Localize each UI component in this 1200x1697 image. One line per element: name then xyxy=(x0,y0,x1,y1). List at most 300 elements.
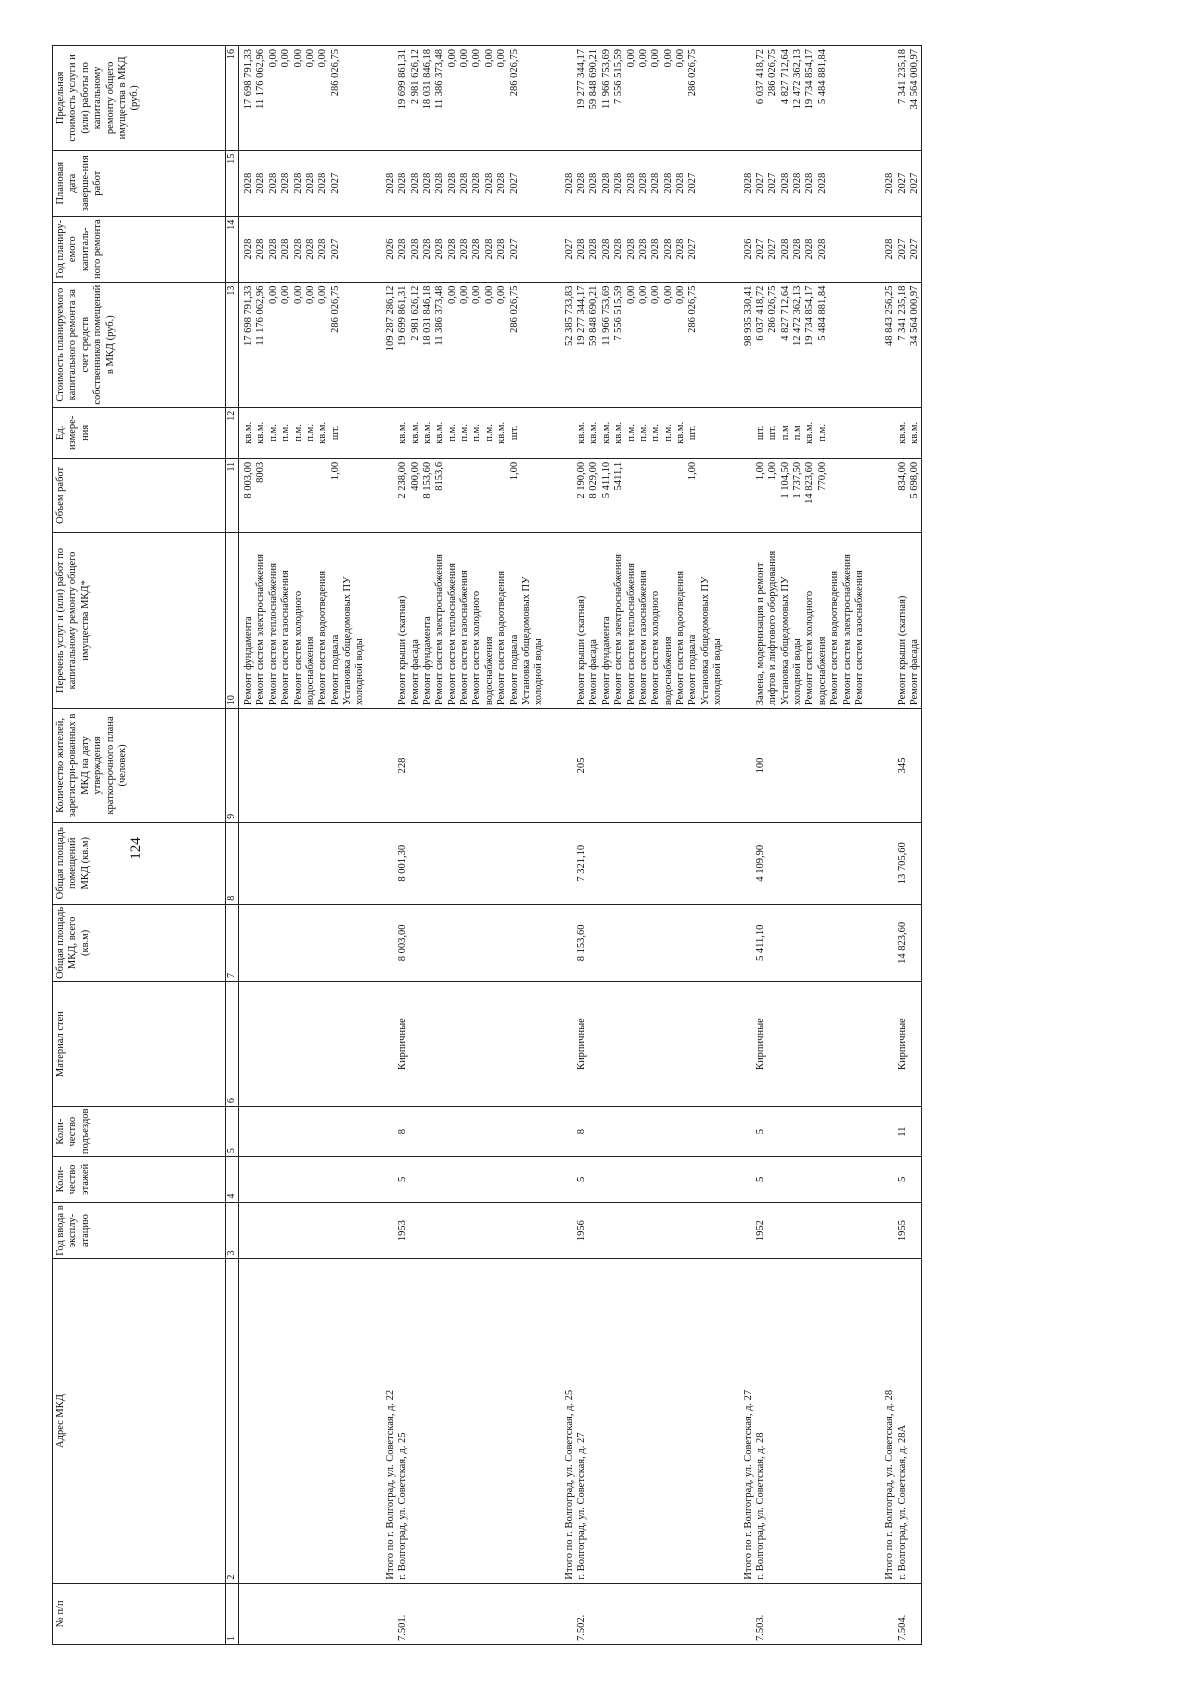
total-row xyxy=(546,46,576,1645)
cell-premises-area xyxy=(447,822,546,904)
cell-line: п.м. xyxy=(625,424,637,442)
cell-line: 2028 xyxy=(625,172,637,194)
cell-line: 2028 xyxy=(675,172,686,194)
cell-floors: 5 xyxy=(897,1157,922,1202)
cell-line: Ремонт систем холодного водоснабжения xyxy=(471,590,495,706)
cell-line xyxy=(638,462,650,529)
cell-year-built xyxy=(239,1202,281,1259)
cell-line: Ремонт систем электроснабжения xyxy=(434,554,446,706)
cell-repair-year: 2028 xyxy=(866,216,896,282)
cell-line: 2027 xyxy=(767,238,779,260)
table-row xyxy=(397,46,447,1645)
column-number: 7 xyxy=(226,904,239,981)
cell-works xyxy=(546,532,576,708)
cell-line: 2028 xyxy=(625,238,637,260)
cell-line: 5 484 881,84 xyxy=(816,285,828,341)
cell-line: Ремонт систем теплоснабжения xyxy=(625,563,637,706)
cell-due-date xyxy=(755,150,866,216)
cell-line: шт. xyxy=(687,425,699,441)
cell-line: 6 037 418,72 xyxy=(754,49,766,105)
cell-cost: 109 287 286,12 xyxy=(367,282,397,407)
cell-line: Ремонт систем теплоснабжения xyxy=(446,563,458,706)
column-number: 1 xyxy=(226,1583,239,1644)
cell-line: 2028 xyxy=(304,172,316,194)
cell-year-built xyxy=(280,1202,367,1259)
cell-line: 2028 xyxy=(496,238,508,260)
cell-line: 4 827 712,64 xyxy=(779,49,791,105)
cell-line: 11 966 753,69 xyxy=(600,285,612,346)
cell-residents xyxy=(367,709,397,823)
cell-line: Ремонт фундамента xyxy=(243,616,254,706)
cell-year-built: 1955 xyxy=(897,1202,922,1259)
cell-line: 2 981 626,12 xyxy=(409,285,421,341)
cell-line: 19 277 344,17 xyxy=(576,285,587,347)
cell-line: 2028 xyxy=(292,172,304,194)
table-row xyxy=(280,46,367,1645)
cell-line: 2027 xyxy=(508,238,520,260)
cell-line xyxy=(280,462,292,529)
cell-walls: Кирпичные xyxy=(897,982,922,1107)
cell-line: Ремонт систем теплоснабжения xyxy=(267,563,279,706)
cell-line: 0,00 xyxy=(446,49,458,68)
cell-volume xyxy=(447,458,546,532)
cell-entrances: 8 xyxy=(576,1107,626,1157)
cell-line: 8153,6 xyxy=(434,461,446,491)
cell-line: 12 472 362,13 xyxy=(792,49,803,110)
column-header-5: Коли-чество подъездов xyxy=(53,1107,226,1157)
cell-line xyxy=(268,462,280,529)
cell-line: Установка общедомовых ПУ холодной воды xyxy=(699,576,724,706)
column-header-16: Предельная стоимость услуги и (или) работы по капитальному ремонту общего имущества в МКД (руб.) xyxy=(53,46,226,151)
cell-line: кв.м. xyxy=(409,421,421,444)
cell-walls xyxy=(626,982,725,1107)
cell-due-date xyxy=(576,150,626,216)
cell-line: Ремонт фасада xyxy=(588,639,600,706)
cell-line: 2027 xyxy=(508,172,520,194)
cell-line: 1 737,50 xyxy=(792,461,803,499)
cell-line: 2028 xyxy=(662,172,674,194)
cell-line: 2028 xyxy=(588,172,600,194)
cell-year-built xyxy=(725,1202,755,1259)
cell-line: кв.м. xyxy=(804,421,816,444)
cell-line xyxy=(471,462,483,529)
cell-line: п.м. xyxy=(662,424,674,442)
cell-line: 2027 xyxy=(687,172,699,194)
cell-limit-cost xyxy=(397,46,447,151)
cell-residents: 228 xyxy=(397,709,447,823)
table-row xyxy=(576,46,626,1645)
cell-line: 5411,1 xyxy=(613,461,625,491)
cell-repair-year xyxy=(576,216,626,282)
cell-due-date xyxy=(239,150,281,216)
cell-line: кв.м. xyxy=(434,421,446,444)
cell-line: 0,00 xyxy=(483,285,495,305)
cell-due-date: 2028 xyxy=(367,150,397,216)
cell-year-built xyxy=(447,1202,546,1259)
column-number: 3 xyxy=(226,1202,239,1259)
cell-line: 2028 xyxy=(280,238,292,260)
cell-line: Ремонт крыши (скатная) xyxy=(397,595,409,706)
cell-line: 2028 xyxy=(409,172,421,194)
cell-line: 17 698 791,33 xyxy=(243,285,254,347)
cell-line: 2028 xyxy=(317,238,329,260)
cell-line: 2028 xyxy=(471,238,483,260)
cell-total-area xyxy=(866,904,896,981)
cell-floors xyxy=(239,1157,281,1202)
cell-line: 11 386 373,48 xyxy=(434,285,446,346)
column-header-2: Адрес МКД xyxy=(53,1259,226,1583)
cell-address xyxy=(280,1259,367,1583)
cell-line: кв.м. xyxy=(600,421,612,444)
cell-residents xyxy=(447,709,546,823)
cell-line: 0,00 xyxy=(304,285,316,305)
cell-line: 770,00 xyxy=(816,461,828,491)
cell-unit xyxy=(367,407,397,458)
cell-walls xyxy=(280,982,367,1107)
cell-line: 286 026,75 xyxy=(767,49,779,97)
cell-due-date xyxy=(397,150,447,216)
cell-line: 2028 xyxy=(317,172,329,194)
cell-line: 7 556 515,59 xyxy=(613,49,625,105)
cell-line: 0,00 xyxy=(637,49,649,68)
cell-line: 0,00 xyxy=(637,285,649,305)
cell-line xyxy=(496,462,508,529)
cell-number xyxy=(866,1583,896,1644)
cell-due-date xyxy=(280,150,367,216)
cell-line: Ремонт систем холодного водоснабжения xyxy=(650,590,674,706)
cell-number: 7.502. xyxy=(576,1583,626,1644)
cell-line: 11 176 062,96 xyxy=(255,49,267,109)
cell-line: п.м xyxy=(792,425,803,441)
cell-line: 2 981 626,12 xyxy=(409,49,421,105)
cell-line: 0,00 xyxy=(267,285,279,305)
cell-line: 0,00 xyxy=(662,49,674,68)
cell-number xyxy=(367,1583,397,1644)
table-row xyxy=(239,46,281,1645)
cell-line: 2027 xyxy=(909,172,920,194)
cell-unit xyxy=(626,407,725,458)
cell-line: Ремонт подвала xyxy=(329,634,341,706)
cell-line: Ремонт крыши (скатная) xyxy=(896,595,908,706)
cell-residents xyxy=(866,709,896,823)
cell-works xyxy=(866,532,896,708)
cell-residents xyxy=(280,709,367,823)
cell-floors xyxy=(546,1157,576,1202)
cell-line: 2028 xyxy=(397,238,409,260)
cell-repair-year xyxy=(897,216,922,282)
column-number: 4 xyxy=(226,1157,239,1202)
cell-works xyxy=(576,532,626,708)
cell-line: 18 031 846,18 xyxy=(421,285,433,347)
cell-line: 59 848 690,21 xyxy=(588,285,600,347)
column-number: 6 xyxy=(226,982,239,1107)
cell-line: 0,00 xyxy=(292,49,304,68)
cell-total-area xyxy=(725,904,755,981)
cell-volume xyxy=(546,458,576,532)
cell-line: 2028 xyxy=(471,172,483,194)
cell-address xyxy=(239,1259,281,1583)
cell-repair-year xyxy=(447,216,546,282)
cell-line xyxy=(675,462,687,529)
column-header-10: Перечень услуг и (или) работ по капитальному ремонту общего имущества МКД* xyxy=(53,532,226,708)
cell-premises-area: 7 321,10 xyxy=(576,822,626,904)
cell-line: п.м. xyxy=(459,424,470,442)
cell-line: 2028 xyxy=(483,238,495,260)
column-header-11: Объем работ xyxy=(53,458,226,532)
cell-walls xyxy=(239,982,281,1107)
cell-line: п.м. xyxy=(483,424,495,442)
cell-line: 2028 xyxy=(483,172,495,194)
column-header-3: Год ввода в эксплу-атацию xyxy=(53,1202,226,1259)
cell-repair-year xyxy=(755,216,866,282)
cell-unit xyxy=(866,407,896,458)
cell-total-area xyxy=(447,904,546,981)
cell-line: 0,00 xyxy=(496,285,508,305)
column-number: 8 xyxy=(226,822,239,904)
cell-line: 2028 xyxy=(459,172,470,194)
cell-repair-year: 2027 xyxy=(546,216,576,282)
cell-premises-area xyxy=(546,822,576,904)
column-number: 13 xyxy=(226,282,239,407)
cell-line: 2028 xyxy=(280,172,292,194)
cell-entrances xyxy=(280,1107,367,1157)
cell-number xyxy=(239,1583,281,1644)
cell-limit-cost xyxy=(280,46,367,151)
cell-line: 2028 xyxy=(434,172,446,194)
cell-line: 2028 xyxy=(409,238,421,260)
cell-residents xyxy=(239,709,281,823)
cell-line: 2028 xyxy=(804,238,816,260)
cell-line: Установка общедомовых ПУ холодной воды xyxy=(520,576,545,706)
cell-limit-cost xyxy=(725,46,755,151)
cell-premises-area: 4 109,90 xyxy=(755,822,866,904)
cell-line: 2028 xyxy=(292,238,304,260)
cell-line: 19 277 344,17 xyxy=(576,49,587,110)
column-number-row xyxy=(226,46,239,1645)
cell-line: 2028 xyxy=(675,238,686,260)
cell-line: шт. xyxy=(329,425,341,441)
cell-line: кв.м. xyxy=(896,421,908,444)
cell-line: 286 026,75 xyxy=(687,49,699,97)
cell-line: 1,00 xyxy=(754,461,766,481)
cell-line: кв.м. xyxy=(675,421,686,444)
cell-entrances xyxy=(725,1107,755,1157)
cell-line: 6 037 418,72 xyxy=(754,285,766,341)
table-row xyxy=(755,46,866,1645)
cell-line: Ремонт систем газоснабжения xyxy=(637,570,649,706)
cell-line: Ремонт систем электроснабжения xyxy=(255,554,267,706)
cell-line: 2 238,00 xyxy=(397,461,409,499)
cell-line xyxy=(447,462,459,529)
cell-year-built xyxy=(626,1202,725,1259)
cell-line xyxy=(317,462,329,529)
cell-line: кв.м. xyxy=(317,421,329,444)
cell-walls xyxy=(367,982,397,1107)
cell-line: Ремонт систем электроснабжения xyxy=(613,554,625,706)
cell-volume xyxy=(755,458,866,532)
cell-total-area xyxy=(280,904,367,981)
column-header-14: Год планиру-емого капиталь-ного ремонта xyxy=(53,216,226,282)
cell-total-area: 5 411,10 xyxy=(755,904,866,981)
cell-line: 19 734 854,17 xyxy=(804,49,816,110)
column-number: 5 xyxy=(226,1107,239,1157)
cell-line: п.м. xyxy=(637,424,649,442)
cell-premises-area xyxy=(280,822,367,904)
cell-due-date xyxy=(447,150,546,216)
cell-line: 2028 xyxy=(600,238,612,260)
cell-line: 17 698 791,33 xyxy=(243,49,254,110)
cell-premises-area xyxy=(725,822,755,904)
cell-line: 2028 xyxy=(600,172,612,194)
cell-line: Ремонт систем газоснабжения xyxy=(459,570,470,706)
cell-works xyxy=(280,532,367,708)
cell-floors: 5 xyxy=(397,1157,447,1202)
cell-unit xyxy=(576,407,626,458)
cell-repair-year xyxy=(280,216,367,282)
column-header-4: Коли-чество этажей xyxy=(53,1157,226,1202)
cell-walls xyxy=(546,982,576,1107)
cell-floors xyxy=(626,1157,725,1202)
cell-premises-area xyxy=(367,822,397,904)
cell-line: 2028 xyxy=(637,238,649,260)
cell-line: 2027 xyxy=(767,172,779,194)
cell-cost: 48 843 256,25 xyxy=(866,282,896,407)
cell-line: 0,00 xyxy=(280,285,292,305)
cell-due-date: 2028 xyxy=(546,150,576,216)
table-row xyxy=(626,46,725,1645)
cell-volume xyxy=(576,458,626,532)
column-header-9: Количество жителей, зарегистри-рованных в МКД на дату утверждения краткосрочного плана (человек) xyxy=(53,709,226,823)
cell-unit xyxy=(725,407,755,458)
cell-line: 2028 xyxy=(792,172,803,194)
cell-cost: 52 385 733,83 xyxy=(546,282,576,407)
cell-line: шт. xyxy=(508,425,520,441)
cell-line: 1,00 xyxy=(687,461,699,481)
cell-number xyxy=(626,1583,725,1644)
cell-unit xyxy=(397,407,447,458)
cell-line xyxy=(293,462,305,529)
cell-line: 2027 xyxy=(754,238,766,260)
total-row xyxy=(367,46,397,1645)
column-header-8: Общая площадь помещений МКД (кв.м) xyxy=(53,822,226,904)
cell-line: 2028 xyxy=(792,238,803,260)
cell-repair-year: 2026 xyxy=(367,216,397,282)
cell-line: кв.м. xyxy=(255,421,267,444)
cell-line: 5 484 881,84 xyxy=(816,49,828,105)
cell-limit-cost xyxy=(447,46,546,151)
cell-works xyxy=(397,532,447,708)
cell-line: 0,00 xyxy=(650,285,662,305)
column-header-12: Ед. измере-ния xyxy=(53,407,226,458)
cell-limit-cost xyxy=(897,46,922,151)
cell-number xyxy=(280,1583,367,1644)
cell-line: п.м xyxy=(779,425,791,441)
cell-line: 2028 xyxy=(650,238,662,260)
cell-number xyxy=(546,1583,576,1644)
cell-floors xyxy=(447,1157,546,1202)
cell-line: 2028 xyxy=(613,172,625,194)
cell-line: Ремонт систем холодного водоснабжения xyxy=(292,590,316,706)
cell-unit xyxy=(280,407,367,458)
cell-due-date: 2028 xyxy=(725,150,755,216)
cell-address: г. Волгоград, ул. Советская, д. 27 xyxy=(576,1259,626,1583)
cell-line: 0,00 xyxy=(483,49,495,68)
cell-line: шт. xyxy=(754,425,766,441)
cell-line: 286 026,75 xyxy=(687,285,699,333)
cell-line: 2027 xyxy=(754,172,766,194)
cell-line: Ремонт систем газоснабжения xyxy=(280,570,292,706)
cell-line: 286 026,75 xyxy=(329,285,341,333)
cell-line: Установка общедомовых ПУ холодной воды xyxy=(342,576,366,706)
cell-premises-area xyxy=(866,822,896,904)
cell-line: кв.м. xyxy=(243,421,254,444)
cell-works xyxy=(367,532,397,708)
cell-line: 11 966 753,69 xyxy=(600,49,612,109)
cell-limit-cost xyxy=(866,46,896,151)
cell-line: кв.м. xyxy=(421,421,433,444)
cell-due-date xyxy=(626,150,725,216)
cell-address: Итого по г. Волгоград, ул. Советская, д. 27 xyxy=(725,1259,755,1583)
cell-volume xyxy=(239,458,281,532)
cell-unit xyxy=(239,407,281,458)
cell-line: 0,00 xyxy=(625,49,637,68)
cell-address: г. Волгоград, ул. Советская, д. 28А xyxy=(897,1259,922,1583)
cell-walls xyxy=(447,982,546,1107)
cell-works xyxy=(239,532,281,708)
cell-cost xyxy=(280,282,367,407)
cell-works xyxy=(626,532,725,708)
table-body xyxy=(239,46,922,1645)
column-header-15: Плановая дата заверше-ния работ xyxy=(53,150,226,216)
cell-line: 286 026,75 xyxy=(508,49,520,97)
cell-line: 2028 xyxy=(459,238,470,260)
cell-line: 0,00 xyxy=(625,285,637,305)
cell-entrances xyxy=(239,1107,281,1157)
cell-address xyxy=(447,1259,546,1583)
cell-volume xyxy=(866,458,896,532)
cell-line: 2028 xyxy=(779,238,791,260)
table-row xyxy=(897,46,922,1645)
cell-cost xyxy=(755,282,866,407)
cell-walls xyxy=(725,982,755,1107)
cell-line: 0,00 xyxy=(304,49,316,68)
cell-line: Ремонт фундамента xyxy=(600,616,612,706)
cell-line: 11 386 373,48 xyxy=(434,49,446,109)
cell-address xyxy=(626,1259,725,1583)
cell-line: 0,00 xyxy=(662,285,674,305)
cell-line: 834,00 xyxy=(896,461,908,491)
cell-line xyxy=(459,462,471,529)
column-header-7: Общая площадь МКД, всего (кв.м) xyxy=(53,904,226,981)
cell-line: 2028 xyxy=(434,238,446,260)
cell-entrances: 11 xyxy=(897,1107,922,1157)
cell-line: п.м. xyxy=(292,424,304,442)
cell-line: Установка общедомовых ПУ холодной воды xyxy=(779,576,803,706)
cell-floors xyxy=(866,1157,896,1202)
cell-line: кв.м. xyxy=(496,421,508,444)
cell-line: Ремонт систем водоотведения xyxy=(675,570,686,706)
cell-line: 2028 xyxy=(576,172,587,194)
cell-line: Замена, модернизация и ремонт лифтов и лифтового оборудования xyxy=(754,550,779,706)
cell-line: 0,00 xyxy=(471,285,483,305)
cell-number xyxy=(725,1583,755,1644)
table-row xyxy=(447,46,546,1645)
cell-address: г. Волгоград, ул. Советская, д. 28 xyxy=(755,1259,866,1583)
cell-residents xyxy=(546,709,576,823)
cell-line: шт. xyxy=(767,425,779,441)
cell-works xyxy=(447,532,546,708)
cell-residents xyxy=(725,709,755,823)
